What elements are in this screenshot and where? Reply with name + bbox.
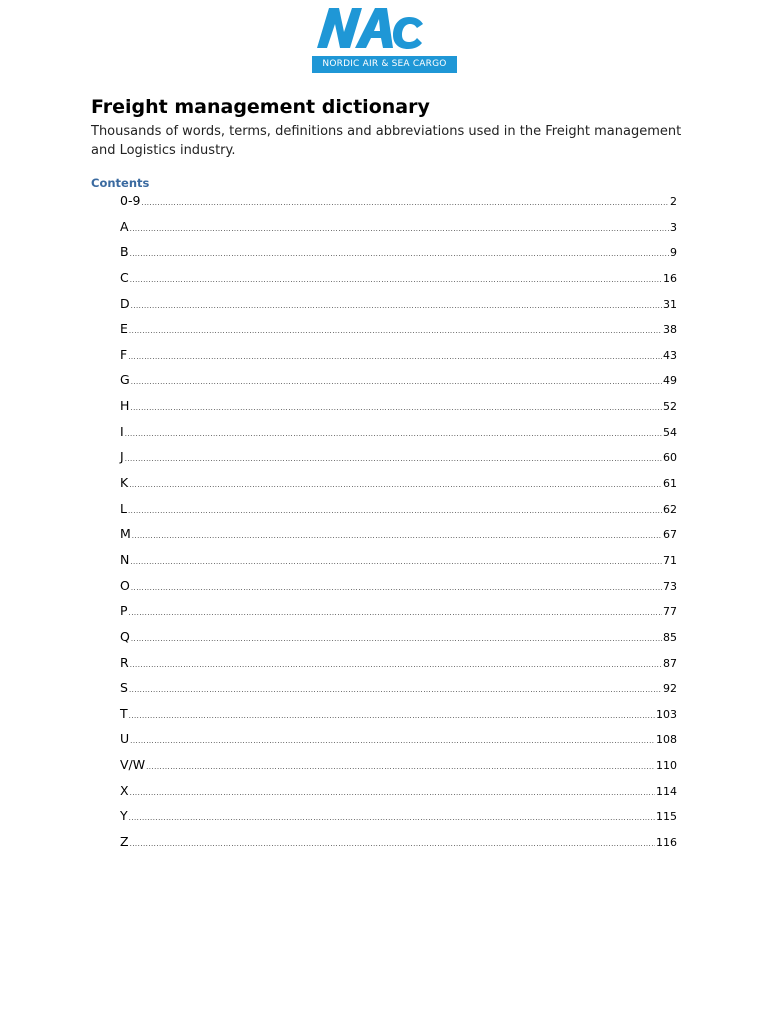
toc-entry-label: B	[120, 244, 129, 260]
toc-entry-label: V/W	[120, 757, 146, 773]
toc-entry-label: I	[120, 423, 124, 439]
document-subtitle: Thousands of words, terms, definitions and abbreviations used in the Freight management and Logistics industry.	[91, 124, 682, 158]
toc-entry-page: 9	[670, 246, 677, 260]
toc-entry-page: 43	[663, 348, 677, 362]
toc-entry[interactable]	[120, 601, 677, 627]
toc-entry-label: P	[120, 603, 128, 619]
toc-entry-label: T	[120, 705, 128, 721]
toc-entry[interactable]	[120, 473, 677, 499]
toc-entry-page: 71	[663, 553, 677, 567]
toc-dot-leader	[130, 655, 662, 675]
toc-dot-leader	[129, 603, 662, 623]
toc-entry[interactable]	[120, 653, 677, 679]
toc-entry-label: D	[120, 295, 130, 311]
toc-entry-label: Z	[120, 834, 129, 850]
toc-entry-page: 3	[670, 220, 677, 234]
toc-dot-leader	[125, 424, 662, 444]
toc-entry[interactable]	[120, 704, 677, 730]
table-of-contents	[120, 191, 677, 858]
toc-entry[interactable]	[120, 268, 677, 294]
toc-dot-leader	[129, 321, 662, 341]
toc-entry-label: S	[120, 680, 128, 696]
toc-entry[interactable]	[120, 576, 677, 602]
toc-entry-page: 85	[663, 630, 677, 644]
toc-entry[interactable]	[120, 806, 677, 832]
toc-dot-leader	[130, 552, 662, 572]
toc-entry-label: H	[120, 398, 130, 414]
toc-entry-page: 16	[663, 271, 677, 285]
toc-dot-leader	[128, 347, 662, 367]
toc-entry-page: 62	[663, 502, 677, 516]
toc-entry-label: C	[120, 269, 129, 285]
toc-entry[interactable]	[120, 781, 677, 807]
toc-entry-page: 77	[663, 605, 677, 619]
toc-entry-label: M	[120, 526, 131, 542]
toc-entry-page: 114	[656, 784, 677, 798]
toc-dot-leader	[130, 244, 669, 264]
toc-entry-page: 61	[663, 477, 677, 491]
toc-entry-page: 110	[656, 759, 677, 773]
toc-entry-page: 49	[663, 374, 677, 388]
toc-entry-page: 116	[656, 836, 677, 850]
toc-entry-label: K	[120, 475, 129, 491]
toc-entry[interactable]	[120, 447, 677, 473]
toc-dot-leader	[141, 193, 669, 213]
toc-entry[interactable]	[120, 319, 677, 345]
toc-dot-leader	[129, 808, 655, 828]
toc-entry-label: 0-9	[120, 193, 141, 208]
toc-entry-label: J	[120, 449, 124, 465]
toc-dot-leader	[129, 680, 662, 700]
toc-entry-label: U	[120, 731, 130, 747]
toc-dot-leader	[131, 372, 662, 392]
company-logo	[311, 4, 458, 74]
toc-entry[interactable]	[120, 755, 677, 781]
toc-entry[interactable]	[120, 499, 677, 525]
toc-dot-leader	[146, 757, 655, 777]
toc-dot-leader	[125, 449, 662, 469]
toc-entry-page: 54	[663, 425, 677, 439]
toc-entry-label: A	[120, 218, 129, 234]
toc-entry[interactable]	[120, 729, 677, 755]
toc-dot-leader	[132, 526, 662, 546]
toc-entry[interactable]	[120, 345, 677, 371]
toc-entry-label: E	[120, 321, 128, 337]
toc-entry-page: 60	[663, 451, 677, 465]
toc-entry[interactable]	[120, 627, 677, 653]
toc-entry-page: 87	[663, 656, 677, 670]
toc-entry[interactable]	[120, 550, 677, 576]
toc-entry-page: 31	[663, 297, 677, 311]
toc-dot-leader	[130, 731, 655, 751]
toc-dot-leader	[130, 783, 655, 803]
toc-entry[interactable]	[120, 217, 677, 243]
toc-dot-leader	[131, 578, 662, 598]
toc-entry-page: 73	[663, 579, 677, 593]
toc-entry[interactable]	[120, 191, 677, 217]
toc-dot-leader	[128, 501, 662, 521]
toc-dot-leader	[129, 706, 655, 726]
toc-entry-label: X	[120, 782, 129, 798]
toc-entry-label: F	[120, 346, 128, 362]
toc-entry[interactable]	[120, 678, 677, 704]
contents-heading: Contents	[91, 176, 150, 190]
toc-entry-label: O	[120, 577, 130, 593]
toc-entry-label: Y	[120, 808, 128, 824]
toc-entry-page: 67	[663, 528, 677, 542]
nac-logo-mark	[311, 4, 458, 56]
toc-entry[interactable]	[120, 832, 677, 858]
toc-entry-page: 38	[663, 323, 677, 337]
toc-dot-leader	[131, 629, 662, 649]
toc-entry-page: 115	[656, 810, 677, 824]
toc-entry-page: 103	[656, 707, 677, 721]
toc-entry[interactable]	[120, 396, 677, 422]
toc-entry-label: Q	[120, 628, 130, 644]
toc-entry-page: 2	[670, 195, 677, 208]
toc-entry-label: N	[120, 551, 130, 567]
toc-entry-label: R	[120, 654, 129, 670]
toc-dot-leader	[130, 270, 662, 290]
toc-dot-leader	[131, 296, 662, 316]
toc-entry[interactable]	[120, 294, 677, 320]
logo-caption: NORDIC AIR & SEA CARGO	[312, 56, 457, 73]
toc-entry[interactable]	[120, 242, 677, 268]
toc-entry[interactable]	[120, 422, 677, 448]
toc-dot-leader	[130, 834, 655, 854]
toc-entry-page: 108	[656, 733, 677, 747]
toc-entry-page: 92	[663, 682, 677, 696]
toc-entry-label: G	[120, 372, 130, 388]
document-title: Freight management dictionary	[91, 96, 430, 118]
toc-dot-leader	[130, 219, 669, 239]
toc-entry[interactable]	[120, 370, 677, 396]
toc-entry-page: 52	[663, 400, 677, 414]
toc-dot-leader	[129, 475, 662, 495]
toc-dot-leader	[130, 398, 662, 418]
toc-entry[interactable]	[120, 524, 677, 550]
toc-entry-label: L	[120, 500, 127, 516]
